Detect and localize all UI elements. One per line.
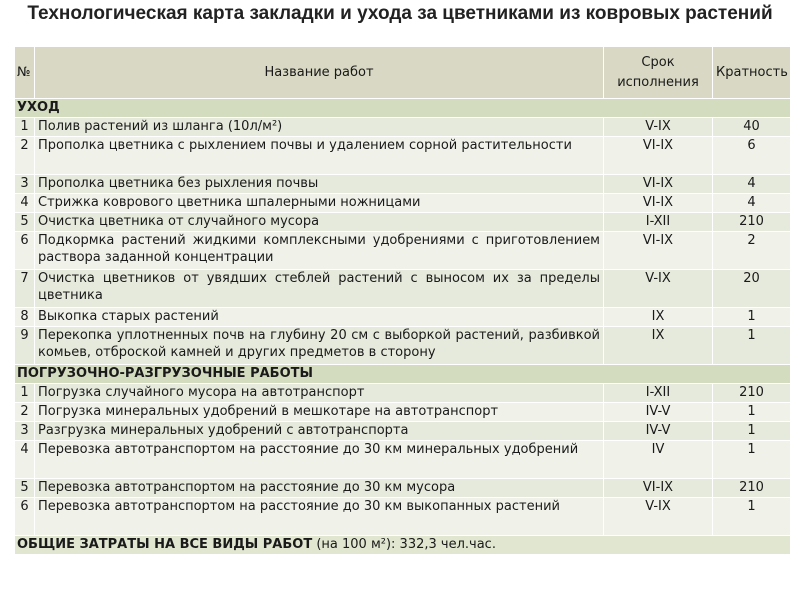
table-row — [15, 270, 791, 308]
total-label: ОБЩИЕ ЗАТРАТЫ НА ВСЕ ВИДЫ РАБОТ — [17, 537, 313, 552]
tech-map-table — [14, 46, 791, 555]
table-row — [15, 232, 791, 270]
row-number: 8 — [15, 308, 35, 327]
work-frequency: 210 — [713, 384, 791, 403]
work-term: IV — [604, 441, 713, 479]
work-term: VI-IX — [604, 232, 713, 270]
work-name: Перевозка автотранспортом на расстояние до 30 км мусора — [35, 479, 604, 498]
work-frequency: 210 — [713, 479, 791, 498]
table-body — [15, 99, 791, 555]
work-name: Погрузка минеральных удобрений в мешкотаре на автотранспорт — [35, 403, 604, 422]
row-number: 3 — [15, 175, 35, 194]
row-number: 4 — [15, 194, 35, 213]
work-name: Стрижка коврового цветника шпалерными ножницами — [35, 194, 604, 213]
row-number: 1 — [15, 384, 35, 403]
work-frequency: 2 — [713, 232, 791, 270]
row-number: 4 — [15, 441, 35, 479]
work-term: VI-IX — [604, 137, 713, 175]
work-frequency: 1 — [713, 308, 791, 327]
row-number: 5 — [15, 479, 35, 498]
work-frequency: 1 — [713, 403, 791, 422]
work-term: V-IX — [604, 498, 713, 536]
work-name: Полив растений из шланга (10л/м²) — [35, 118, 604, 137]
header-freq: Кратность — [713, 47, 791, 99]
table-row — [15, 441, 791, 479]
work-name: Перекопка уплотненных почв на глубину 20 см с выборкой растений, разбивкой комьев, отброской камней и других предметов в сторону — [35, 327, 604, 365]
work-frequency: 4 — [713, 194, 791, 213]
work-name: Подкормка растений жидкими комплексными удобрениями с приготовлением раствора заданной концентрации — [35, 232, 604, 270]
work-term: IV-V — [604, 403, 713, 422]
row-number: 6 — [15, 232, 35, 270]
total-detail: (на 100 м²): 332,3 чел.час. — [312, 537, 496, 552]
table-row — [15, 384, 791, 403]
work-name: Прополка цветника с рыхлением почвы и удалением сорной растительности — [35, 137, 604, 175]
row-number: 2 — [15, 137, 35, 175]
work-frequency: 40 — [713, 118, 791, 137]
work-frequency: 4 — [713, 175, 791, 194]
work-name: Очистка цветников от увядших стеблей растений с выносом их за пределы цветника — [35, 270, 604, 308]
work-term: V-IX — [604, 118, 713, 137]
row-number: 1 — [15, 118, 35, 137]
header-name: Название работ — [35, 47, 604, 99]
work-name: Выкопка старых растений — [35, 308, 604, 327]
work-frequency: 1 — [713, 422, 791, 441]
work-name: Перевозка автотранспортом на расстояние до 30 км выкопанных растений — [35, 498, 604, 536]
section-title: УХОД — [15, 99, 791, 118]
work-frequency: 1 — [713, 498, 791, 536]
work-term: IV-V — [604, 422, 713, 441]
work-term: VI-IX — [604, 194, 713, 213]
row-number: 7 — [15, 270, 35, 308]
header-num: № — [15, 47, 35, 99]
row-number: 5 — [15, 213, 35, 232]
work-frequency: 6 — [713, 137, 791, 175]
table-row — [15, 498, 791, 536]
work-name: Погрузка случайного мусора на автотранспорт — [35, 384, 604, 403]
work-term: VI-IX — [604, 479, 713, 498]
table-row — [15, 403, 791, 422]
work-frequency: 20 — [713, 270, 791, 308]
row-number: 3 — [15, 422, 35, 441]
table-row — [15, 118, 791, 137]
row-number: 6 — [15, 498, 35, 536]
table-row — [15, 137, 791, 175]
work-term: IX — [604, 327, 713, 365]
table-row — [15, 213, 791, 232]
work-frequency: 210 — [713, 213, 791, 232]
work-name: Перевозка автотранспортом на расстояние до 30 км минеральных удобрений — [35, 441, 604, 479]
work-term: I-XII — [604, 213, 713, 232]
work-frequency: 1 — [713, 441, 791, 479]
total-row — [15, 536, 791, 555]
table-row — [15, 308, 791, 327]
work-term: VI-IX — [604, 175, 713, 194]
work-frequency: 1 — [713, 327, 791, 365]
table-row — [15, 422, 791, 441]
row-number: 2 — [15, 403, 35, 422]
table-row — [15, 327, 791, 365]
row-number: 9 — [15, 327, 35, 365]
work-name: Прополка цветника без рыхления почвы — [35, 175, 604, 194]
work-name: Очистка цветника от случайного мусора — [35, 213, 604, 232]
table-row — [15, 194, 791, 213]
work-term: V-IX — [604, 270, 713, 308]
work-name: Разгрузка минеральных удобрений с автотранспорта — [35, 422, 604, 441]
page-title: Технологическая карта закладки и ухода за цветниками из ковровых растений — [27, 3, 773, 24]
table-row — [15, 175, 791, 194]
header-term: Срок исполнения — [604, 47, 713, 99]
work-term: I-XII — [604, 384, 713, 403]
table-row — [15, 479, 791, 498]
section-title: ПОГРУЗОЧНО-РАЗГРУЗОЧНЫЕ РАБОТЫ — [15, 365, 791, 384]
work-term: IX — [604, 308, 713, 327]
